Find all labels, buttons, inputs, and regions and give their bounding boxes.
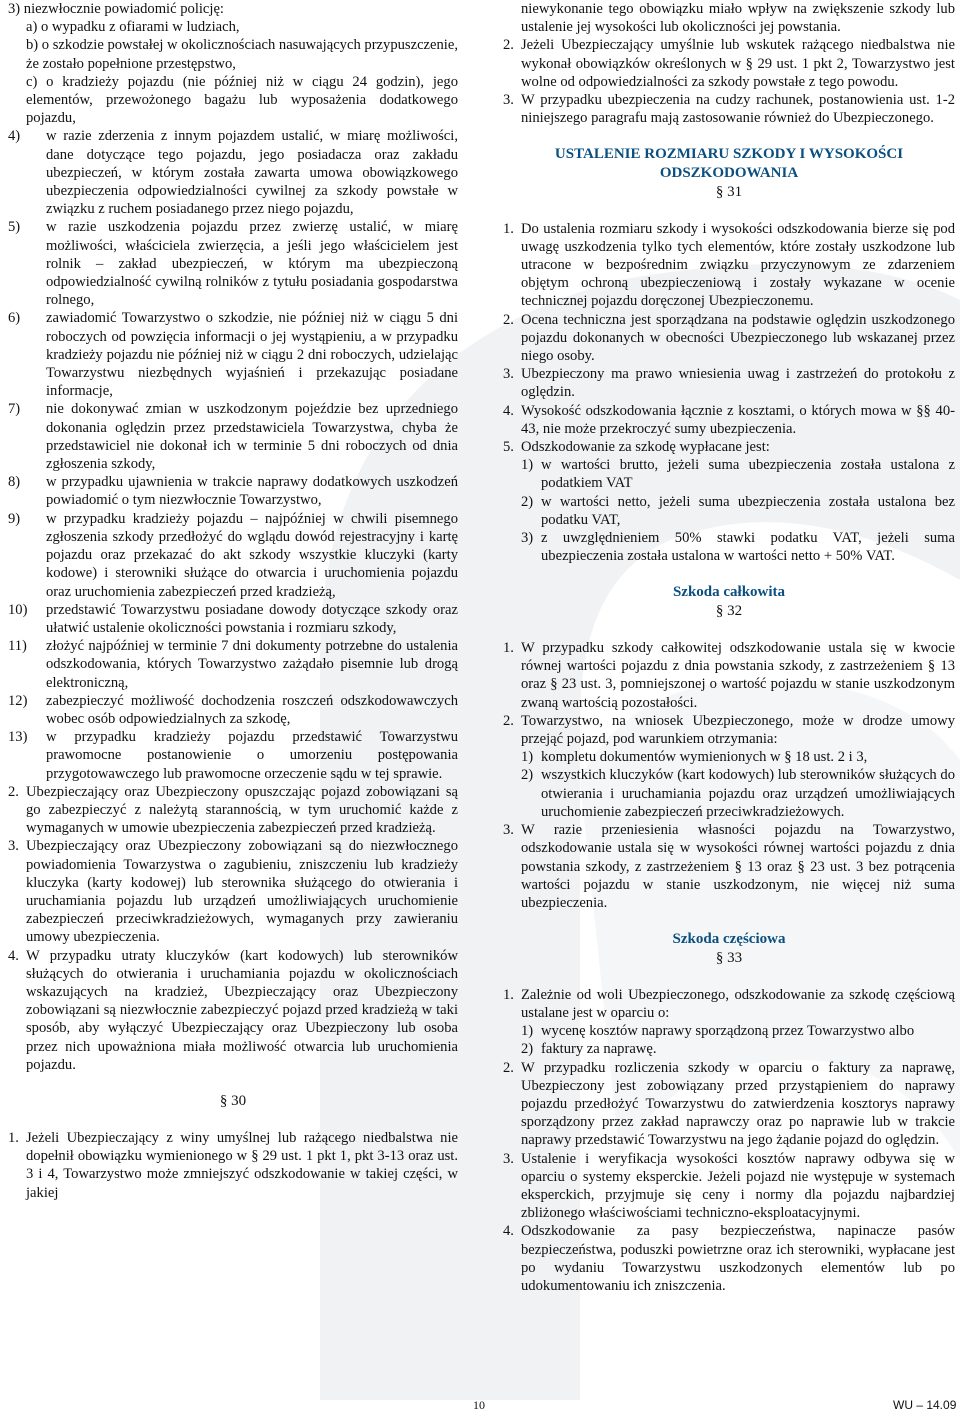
section-heading-line-1: USTALENIE ROZMIARU SZKODY I WYSOKOŚCI bbox=[554, 146, 904, 163]
par30-point-2-number: 2. bbox=[503, 37, 514, 54]
paragraph-31-heading: § 31 bbox=[715, 183, 743, 200]
par32-point-3-text: W razie przeniesienia własności pojazdu na Towarzystwo, odszkodowanie ustala się w wysokości równej wartości pojazdu z dnia powstania szkody, z zastrzeżeniem § 13 oraz § 23 ust. 3 bez potrącenia wartości pojazdu w stanie uszkodzonym, nie więcej niż suma ubezpieczenia. bbox=[521, 822, 955, 911]
page-number: 10 bbox=[473, 1398, 485, 1412]
point-12-number: 12) bbox=[8, 692, 28, 709]
par33-point-1-item-1-number: 1) bbox=[521, 1023, 534, 1040]
par33-point-3-number: 3. bbox=[503, 1150, 514, 1167]
par31-point-5-item-3-text: z uwzględnieniem 50% stawki podatku VAT, jeżeli suma ubezpieczenia została ustalona w wartości netto + 50% VAT. bbox=[541, 530, 955, 565]
point-4-number: 4) bbox=[8, 128, 21, 145]
document-code: WU – 14.09 bbox=[893, 1398, 957, 1412]
section-2-text: Ubezpieczający oraz Ubezpieczony opuszczając pojazd zobowiązani są go zabezpieczyć z należytą starannością, w tym uruchomić każde z wymaganych w umowie ubezpieczenia zabezpieczeń przed kradzieżą. bbox=[26, 783, 458, 837]
par30-point-1 bbox=[8, 1129, 458, 1202]
point-3a-text: a) o wypadku z ofiarami w ludziach, bbox=[26, 19, 240, 36]
par32-point-1 bbox=[503, 639, 955, 712]
section-2-number: 2. bbox=[8, 783, 19, 800]
par31-point-5-item-3 bbox=[503, 529, 955, 565]
par33-point-1-text: Zależnie od woli Ubezpieczonego, odszkodowanie za szkodę częściową ustalane jest w oparciu o: bbox=[521, 986, 955, 1021]
point-7-number: 7) bbox=[8, 401, 21, 418]
point-8 bbox=[8, 473, 458, 509]
point-3c-text: c) o kradzieży pojazdu (nie później niż w ciągu 24 godzin), jego elementów, przewożonego bagażu lub wyposażenia dodatkowego pojazdu, bbox=[26, 73, 458, 127]
point-9-text: w przypadku kradzieży pojazdu – najpóźniej w chwili pisemnego zgłoszenia szkody przedłożyć do wglądu dowód rejestracyjny i kartę pojazdu oraz przekazać do akt szkody wszystkie kluczyki (karty kodowe) i sterowniki służące do otwarcia i uruchomienia pojazdu oraz uruchomienia zabezpieczeń przed kradzieżą, bbox=[46, 510, 458, 600]
par31-point-2-number: 2. bbox=[503, 311, 514, 328]
par32-point-2-text: Towarzystwo, na wniosek Ubezpieczonego, może w drodze umowy przejąć pojazd, pod warunkiem otrzymania: bbox=[521, 712, 955, 748]
right-column bbox=[503, 0, 955, 1295]
point-9 bbox=[8, 510, 458, 601]
par32-point-3-number: 3. bbox=[503, 822, 514, 839]
par30-point-2 bbox=[503, 36, 955, 91]
par31-point-3 bbox=[503, 365, 955, 401]
point-12 bbox=[8, 692, 458, 728]
point-7-text: nie dokonywać zmian w uszkodzonym pojeździe bez uprzedniego dokonania oględzin przez przedstawiciela Towarzystwa, chyba że przedstawiciel nie dokonał ich w terminie 5 dni roboczych od dnia zgłoszenia szkody, bbox=[46, 401, 458, 473]
par30-point-2-text: Jeżeli Ubezpieczający umyślnie lub wskutek rażącego niedbalstwa nie wykonał obowiązków określonych w § 29 ust. 1 pkt 2, Towarzystwo jest wolne od odpowiedzialności za szkody powstałe z tego powodu. bbox=[521, 37, 955, 90]
par33-point-3 bbox=[503, 1150, 955, 1223]
par31-point-5-item-3-number: 3) bbox=[521, 530, 534, 547]
point-3 bbox=[8, 0, 458, 18]
section-heading-total-loss: Szkoda całkowita bbox=[672, 584, 786, 601]
point-3a bbox=[8, 18, 458, 36]
section-3-number: 3. bbox=[8, 838, 19, 855]
par32-point-1-number: 1. bbox=[503, 640, 514, 657]
par30-point-3-number: 3. bbox=[503, 92, 514, 109]
point-6 bbox=[8, 309, 458, 400]
par32-point-2-item-1-text: kompletu dokumentów wymienionych w § 18 ust. 2 i 3, bbox=[541, 749, 868, 766]
point-3c bbox=[8, 73, 458, 128]
section-4-number: 4. bbox=[8, 947, 19, 964]
par32-point-2-item-1 bbox=[503, 748, 955, 766]
left-column bbox=[8, 0, 458, 1202]
par32-point-2-item-2 bbox=[503, 766, 955, 821]
par32-point-2-item-1-number: 1) bbox=[521, 749, 534, 766]
section-3 bbox=[8, 837, 458, 946]
par33-point-1-item-2 bbox=[503, 1040, 955, 1058]
par33-point-1-item-2-number: 2) bbox=[521, 1041, 534, 1058]
point-13-text: w przypadku kradzieży pojazdu przedstawić Towarzystwu prawomocne postanowienie o umorzeniu postępowania przygotowawczego lub prawomocne orzeczenie sądu w tej sprawie. bbox=[46, 729, 458, 782]
par32-point-2-number: 2. bbox=[503, 712, 514, 729]
par33-point-4-text: Odszkodowanie za pasy bezpieczeństwa, napinacze pasów bezpieczeństwa, poduszki powietrzne oraz ich sterowniki, wypłacane jest po wydaniu Towarzystwu uszkodzonych elementów lub po udokumentowaniu ich zniszczenia. bbox=[521, 1223, 955, 1294]
point-4 bbox=[8, 127, 458, 218]
par31-point-1 bbox=[503, 220, 955, 311]
point-5-number: 5) bbox=[8, 219, 21, 236]
section-3-text: Ubezpieczający oraz Ubezpieczony zobowiązani są do niezwłocznego powiadomienia Towarzystwa o zagubieniu, zniszczeniu lub kradzieży kluczyka (karty kodowej) lub sterownika służącego do otwierania i uruchamiania pojazdu lub urządzeń umożliwiających uruchomienie zabezpieczeń przeciwkradzieżowych, wymaganych przy zawieraniu umowy ubezpieczenia. bbox=[26, 838, 458, 946]
point-12-text: zabezpieczyć możliwość dochodzenia roszczeń odszkodowawczych wobec osób odpowiedzialnych za szkodę, bbox=[46, 692, 458, 727]
par30-point-1-number: 1. bbox=[8, 1129, 19, 1146]
point-7 bbox=[8, 400, 458, 473]
par31-point-2-text: Ocena techniczna jest sporządzana na podstawie oględzin uszkodzonego pojazdu dokonanych w obecności Ubezpieczonego lub wskazanej przez niego osoby. bbox=[521, 311, 955, 365]
par30-continuation-text: niewykonanie tego obowiązku miało wpływ na zwiększenie szkody lub ustalenie jej wysokości lub okoliczności jej powstania. bbox=[521, 1, 955, 36]
section-2 bbox=[8, 783, 458, 838]
point-13-number: 13) bbox=[8, 729, 28, 746]
point-8-text: w przypadku ujawnienia w trakcie naprawy dodatkowych uszkodzeń powiadomić o tym niezwłocznie Towarzystwo, bbox=[46, 474, 458, 509]
point-10 bbox=[8, 601, 458, 637]
point-9-number: 9) bbox=[8, 510, 21, 527]
par33-point-4 bbox=[503, 1222, 955, 1295]
par31-point-5-item-2 bbox=[503, 493, 955, 529]
par33-point-2-text: W przypadku rozliczenia szkody w oparciu o faktury za naprawę, Ubezpieczony jest zobowiązany przed przystąpieniem do naprawy pojazdu przedłożyć Towarzystwu do zatwierdzenia kosztorys naprawy sporządzony przez zakład naprawczy oraz po naprawie lub w trakcie naprawy przedstawić Towarzystwu na jego żądanie pojazd do oględzin. bbox=[521, 1059, 955, 1149]
point-10-text: przedstawić Towarzystwu posiadane dowody dotyczące szkody oraz ułatwić ustalenie okoliczności powstania i rozmiaru szkody, bbox=[46, 601, 458, 636]
point-5-text: w razie uszkodzenia pojazdu przez zwierzę ustalić, w miarę możliwości, właściciela zwierzęcia, a jeśli jego właścicielem jest rolnik – zakład ubezpieczeń, w którym ma ubezpieczoną odpowiedzialność cywilną rolników z tytułu posiadania gospodarstwa rolnego, bbox=[46, 219, 458, 309]
paragraph-33-heading: § 33 bbox=[715, 949, 743, 966]
par32-point-1-text: W przypadku szkody całkowitej odszkodowanie ustala się w kwocie równej wartości pojazdu z dnia powstania szkody, z zastrzeżeniem § 13 oraz § 23 ust. 3, pomniejszonej o wartość pojazdu w stanie uszkodzonym zwaną wartością pozostałości. bbox=[521, 640, 955, 711]
par31-point-5 bbox=[503, 438, 955, 456]
point-13 bbox=[8, 728, 458, 783]
par30-point-1-text: Jeżeli Ubezpieczający z winy umyślnej lub rażącego niedbalstwa nie dopełnił obowiązku wymienionego w § 29 ust. 1 pkt 1, pkt 3-13 oraz ust. 3 i 4, Towarzystwo może zmniejszyć odszkodowanie w takiej części, w jakiej bbox=[26, 1129, 458, 1201]
point-11-number: 11) bbox=[8, 638, 27, 655]
par32-point-2-item-2-text: wszystkich kluczyków (kart kodowych) lub sterowników służących do otwierania i uruchamiania pojazdu oraz urządzeń umożliwiających uruchomienie zabezpieczeń przeciwkradzieżowych. bbox=[541, 767, 955, 820]
section-heading-damage-assessment bbox=[503, 145, 955, 182]
point-11 bbox=[8, 637, 458, 692]
par33-point-4-number: 4. bbox=[503, 1223, 514, 1240]
par31-point-5-number: 5. bbox=[503, 439, 514, 456]
point-8-number: 8) bbox=[8, 474, 21, 491]
point-10-number: 10) bbox=[8, 601, 28, 618]
paragraph-30-heading: § 30 bbox=[219, 1092, 247, 1109]
par32-point-2-item-2-number: 2) bbox=[521, 767, 534, 784]
par33-point-1-item-2-text: faktury za naprawę. bbox=[541, 1041, 657, 1058]
par32-point-2 bbox=[503, 712, 955, 748]
par30-point-3-text: W przypadku ubezpieczenia na cudzy rachunek, postanowienia ust. 1-2 niniejszego paragrafu mają zastosowanie również do Ubezpieczonego. bbox=[521, 92, 955, 127]
par32-point-3 bbox=[503, 821, 955, 912]
point-6-text: zawiadomić Towarzystwo o szkodzie, nie później niż w ciągu 5 dni roboczych od powzięcia informacji o jej wystąpieniu, a w przypadku kradzieży pojazdu nie później niż w ciągu 2 dni roboczych, udzielając Towarzystwu niezbędnych wyjaśnień i przekazując posiadane informacje, bbox=[46, 310, 458, 400]
par31-point-4 bbox=[503, 402, 955, 438]
point-3-text: 3) niezwłocznie powiadomić policję: bbox=[8, 1, 224, 17]
par31-point-4-text: Wysokość odszkodowania łącznie z kosztami, o których mowa w §§ 40-43, nie może przekroczyć sumy ubezpieczenia. bbox=[521, 402, 955, 437]
par31-point-5-item-2-text: w wartości netto, jeżeli suma ubezpieczenia została ustalona bez podatku VAT, bbox=[541, 493, 955, 528]
par31-point-3-number: 3. bbox=[503, 366, 514, 383]
par33-point-1-number: 1. bbox=[503, 986, 514, 1003]
section-heading-line-2: ODSZKODOWANIA bbox=[659, 165, 799, 182]
par31-point-5-item-1-text: w wartości brutto, jeżeli suma ubezpieczenia została ustalona z podatkiem VAT bbox=[541, 457, 955, 492]
par33-point-3-text: Ustalenie i weryfikacja wysokości kosztów naprawy odbywa się w oparciu o systemy eksperckie. Jeżeli pojazd nie występuje w systemach eksperckich, przyjmuje się ceny i normy dla pojazdu najbardziej zbliżonego właściwościami techniczno-eksploatacyjnymi. bbox=[521, 1150, 955, 1222]
point-3b bbox=[8, 36, 458, 72]
par31-point-3-text: Ubezpieczony ma prawo wniesienia uwag i zastrzeżeń do protokołu z oględzin. bbox=[521, 366, 955, 401]
par31-point-5-item-2-number: 2) bbox=[521, 493, 534, 510]
section-4 bbox=[8, 947, 458, 1074]
par31-point-4-number: 4. bbox=[503, 402, 514, 419]
par33-point-1-item-1-text: wycenę kosztów naprawy sporządzoną przez Towarzystwo albo bbox=[541, 1023, 915, 1040]
par31-point-1-number: 1. bbox=[503, 220, 514, 237]
par30-continuation bbox=[503, 0, 955, 36]
point-4-text: w razie zderzenia z innym pojazdem ustalić, w miarę możliwości, dane dotyczące tego pojazdu, jego posiadacza oraz zakładu ubezpieczeń, w którym została zawarta umowa obowiązkowego ubezpieczenia odpowiedzialności cywilnej za szkody powstałe w związku z ruchem posiadanego przez niego pojazdu, bbox=[46, 128, 458, 218]
par33-point-1-item-1 bbox=[503, 1022, 955, 1040]
paragraph-32-heading: § 32 bbox=[715, 603, 743, 620]
par31-point-5-item-1 bbox=[503, 456, 955, 492]
par30-point-3 bbox=[503, 91, 955, 127]
point-5 bbox=[8, 218, 458, 309]
par33-point-2 bbox=[503, 1059, 955, 1150]
point-11-text: złożyć najpóźniej w terminie 7 dni dokumenty potrzebne do ustalenia odszkodowania, których Towarzystwo zażądało pisemnie lub drogą elektroniczną, bbox=[46, 638, 458, 691]
par31-point-5-item-1-number: 1) bbox=[521, 457, 534, 474]
par33-point-1 bbox=[503, 986, 955, 1022]
point-6-number: 6) bbox=[8, 310, 21, 327]
par31-point-2 bbox=[503, 311, 955, 366]
point-3b-text: b) o szkodzie powstałej w okolicznościach nasuwających przypuszczenie, że zostało popełnione przestępstwo, bbox=[26, 37, 458, 72]
section-heading-partial-loss: Szkoda częściowa bbox=[672, 931, 786, 948]
par31-point-5-text: Odszkodowanie za szkodę wypłacane jest: bbox=[521, 439, 770, 456]
section-4-text: W przypadku utraty kluczyków (kart kodowych) lub sterowników służących do otwierania i uruchamiania pojazdu w okolicznościach wskazujących na kradzież, Ubezpieczający oraz Ubezpieczony zobowiązani są niezwłocznie zabezpieczyć pojazd przed kradzieżą w taki sposób, aby wyłączyć Ubezpieczający oraz Ubezpieczony lub osoba przez nich upoważniona miała możliwość otwarcia lub uruchomienia pojazdu. bbox=[26, 947, 458, 1073]
par33-point-2-number: 2. bbox=[503, 1059, 514, 1076]
par31-point-1-text: Do ustalenia rozmiaru szkody i wysokości odszkodowania bierze się pod uwagę uszkodzenia tylko tych elementów, które zostały uszkodzone lub utracone w bezpośrednim związku przyczynowym ze zdarzeniem objętym ochroną ubezpieczeniową i zostały wykazane w ocenie technicznej pojazdu doręczonej Ubezpieczonemu. bbox=[521, 220, 955, 310]
